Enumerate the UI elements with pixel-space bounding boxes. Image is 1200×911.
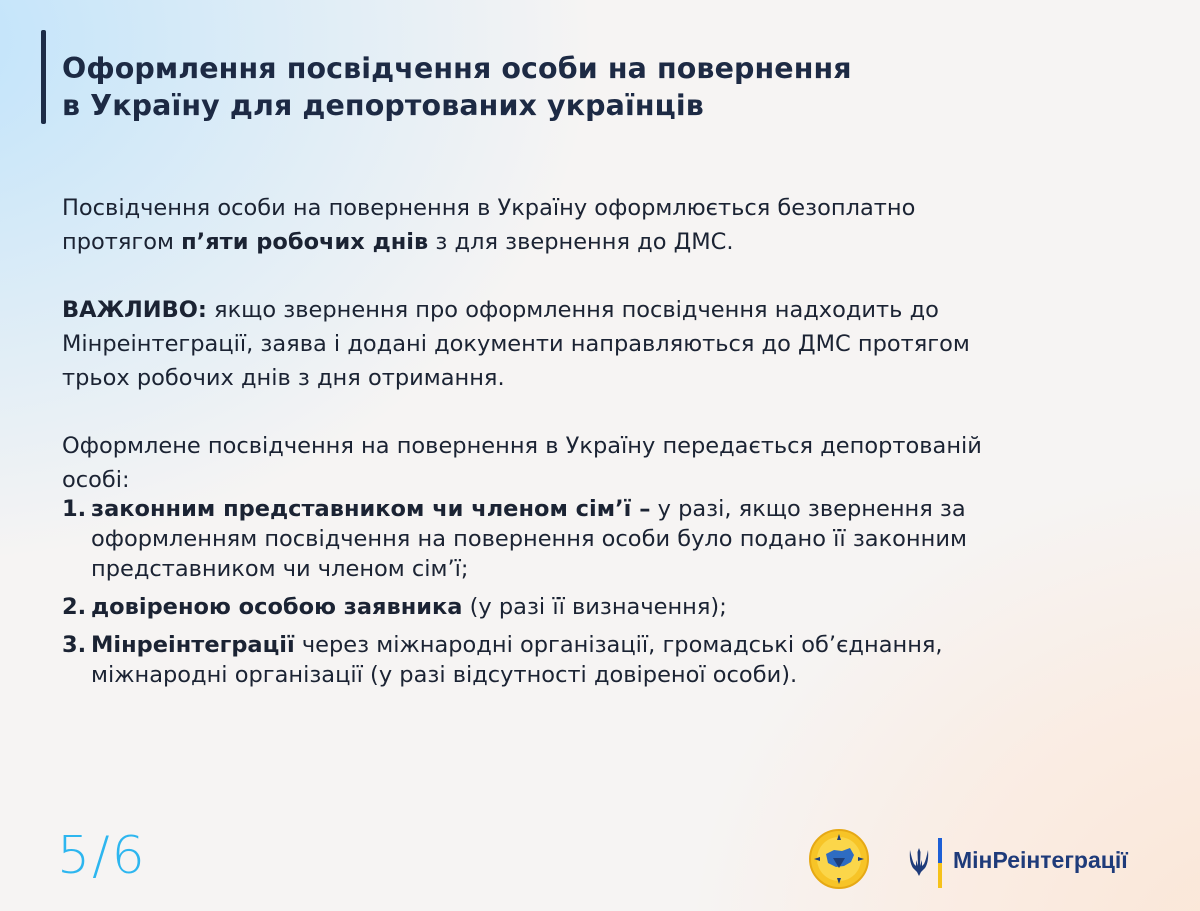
list-number: 3.	[62, 632, 87, 658]
list-item-text	[91, 494, 967, 584]
trident-icon	[907, 846, 931, 878]
text-segment: протягом	[62, 229, 182, 255]
agency-emblem-icon	[808, 828, 870, 890]
list-number: 2.	[62, 594, 87, 620]
list-line	[91, 630, 943, 660]
flag-blue-bar	[938, 838, 942, 863]
paragraph-line: трьох робочих днів з дня отримання.	[62, 365, 505, 391]
list-line: представником чи членом сім’ї;	[91, 556, 469, 582]
delivery-methods-list	[62, 494, 1172, 690]
important-label: ВАЖЛИВО:	[62, 297, 207, 323]
list-item	[62, 592, 1172, 622]
text-segment: якщо звернення про оформлення посвідчення надходить до	[206, 297, 939, 323]
paragraph-delivery	[62, 429, 1162, 497]
list-item	[62, 494, 1172, 584]
highlight-five-days: п’яти робочих днів	[181, 229, 429, 255]
paragraph-line: Оформлене посвідчення на повернення в Україну передається депортованій	[62, 433, 982, 459]
page-title-line-1: Оформлення посвідчення особи на повернення	[62, 52, 852, 85]
page-title-line-2: в Україну для депортованих українців	[62, 89, 704, 122]
text-segment: у разі, якщо звернення за	[650, 496, 966, 522]
text-segment: через міжнародні організації, громадські об’єднання,	[294, 632, 943, 658]
list-item-text	[91, 630, 943, 690]
paragraph-line	[62, 293, 1162, 327]
list-line	[91, 592, 727, 622]
list-line: міжнародні організації (у разі відсутності довіреної особи).	[91, 662, 798, 688]
paragraph-important	[62, 293, 1162, 395]
paragraph-line: Посвідчення особи на повернення в Україну оформлюється безоплатно	[62, 195, 916, 221]
list-line: оформленням посвідчення на повернення особи було подано її законним	[91, 526, 967, 552]
list-item-text	[91, 592, 727, 622]
page-title	[62, 50, 1062, 124]
paragraph-free-issuance	[62, 191, 1162, 259]
list-number: 1.	[62, 496, 87, 522]
list-item	[62, 630, 1172, 690]
list-line	[91, 494, 967, 524]
paragraph-line	[62, 225, 1162, 259]
ministry-logo-text: МінРеінтеграції	[953, 847, 1128, 873]
paragraph-line: Мінреінтеграції, заява і додані документи направляються до ДМС протягом	[62, 331, 970, 357]
title-accent-bar	[41, 30, 46, 124]
list-item-bold: довіреною особою заявника	[91, 594, 463, 620]
paragraph-line: особі:	[62, 467, 130, 493]
page-indicator: 5/6	[57, 826, 147, 886]
flag-yellow-bar	[938, 863, 942, 888]
list-item-bold: законним представником чи членом сім’ї –	[91, 496, 651, 522]
text-segment: (у разі її визначення);	[462, 594, 727, 620]
text-segment: з для звернення до ДМС.	[428, 229, 734, 255]
list-item-bold: Мінреінтеграції	[91, 632, 295, 658]
